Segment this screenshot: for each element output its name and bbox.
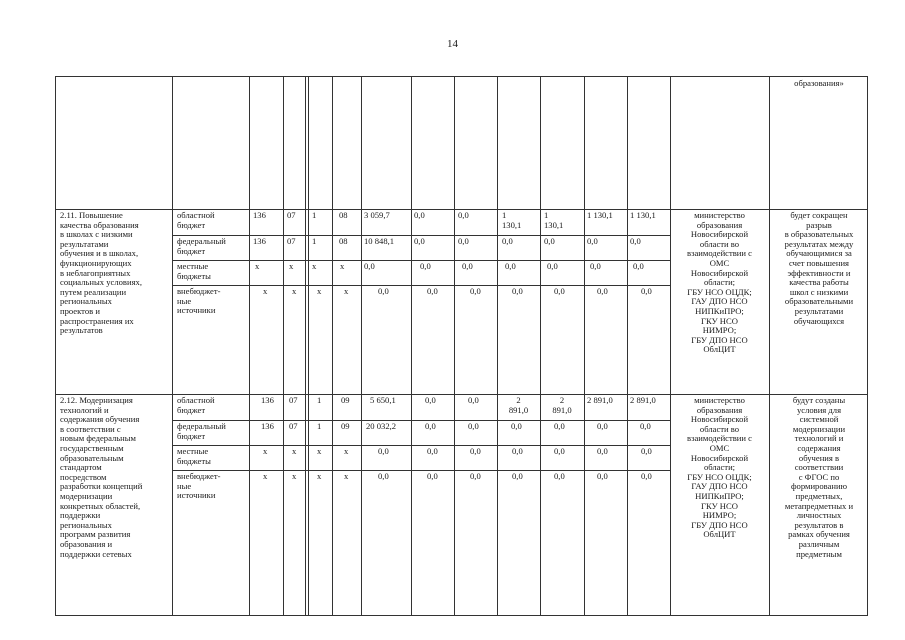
col-divider xyxy=(305,77,306,615)
code-cell: 1 xyxy=(312,236,317,246)
amount-cell: 0,0 xyxy=(640,421,651,431)
amount-cell: 20 032,2 xyxy=(366,421,397,431)
code-cell: 136 xyxy=(261,421,274,431)
code-cell: 1 xyxy=(317,421,322,431)
amount-cell: 0,0 xyxy=(378,471,389,481)
program-table xyxy=(55,76,868,616)
amount-cell: 0,0 xyxy=(554,421,565,431)
col-divider xyxy=(454,77,455,615)
amount-cell: 1 130,1 xyxy=(502,210,522,230)
amount-cell: 2 891,0 xyxy=(508,395,529,415)
amount-cell: 0,0 xyxy=(597,446,608,456)
col-divider xyxy=(540,77,541,615)
executor-cell: министерство образования Новосибирской области во взаимодействии с ОМС Новосибирской области; ГБУ НСО ОЦДК; ГАУ ДПО НСО НИПКиПРО; ГКУ НСО НИМРО; ГБУ ДПО НСО ОблЦИТ xyxy=(687,210,752,355)
amount-cell: 0,0 xyxy=(590,261,601,271)
col-divider xyxy=(308,77,309,615)
amount-cell: 2 891,0 xyxy=(552,395,572,415)
code-cell: 09 xyxy=(341,395,350,405)
amount-cell: 0,0 xyxy=(425,421,436,431)
amount-cell: 0,0 xyxy=(597,286,608,296)
code-cell: 09 xyxy=(341,421,350,431)
amount-cell: 0,0 xyxy=(512,286,523,296)
amount-cell: 0,0 xyxy=(458,236,469,246)
amount-cell: 0,0 xyxy=(641,286,652,296)
code-cell: 07 xyxy=(289,421,298,431)
amount-cell: 0,0 xyxy=(597,471,608,481)
amount-cell: 0,0 xyxy=(587,236,598,246)
amount-cell: 1 130,1 xyxy=(587,210,613,220)
amount-cell: 0,0 xyxy=(630,236,641,246)
source-cell: местные бюджеты xyxy=(177,261,211,281)
amount-cell: 0,0 xyxy=(425,395,436,405)
source-cell: местные бюджеты xyxy=(177,446,211,466)
amount-cell: 0,0 xyxy=(502,236,513,246)
amount-cell: 0,0 xyxy=(462,261,473,271)
amount-cell: 0,0 xyxy=(554,286,565,296)
code-cell: 07 xyxy=(287,210,296,220)
code-cell: 1 xyxy=(317,395,322,405)
amount-cell: 0,0 xyxy=(547,261,558,271)
code-cell: x xyxy=(312,261,317,271)
source-cell: федеральный бюджет xyxy=(177,421,226,441)
code-cell: x xyxy=(344,471,349,481)
amount-cell: 0,0 xyxy=(633,261,644,271)
amount-cell: 0,0 xyxy=(470,286,481,296)
measure-name-cell: 2.12. Модернизация технологий и содержания обучения в соответствии с новым федеральным государственным образовательным стандартом посредством разработки концепций модернизации конкретных областей, поддержки региональных программ развития образования и поддержки сетевых xyxy=(60,395,143,559)
amount-cell: 0,0 xyxy=(378,286,389,296)
col-divider xyxy=(332,77,333,615)
amount-cell: 10 848,1 xyxy=(364,236,395,246)
amount-cell: 2 891,0 xyxy=(630,395,656,405)
code-cell: x xyxy=(255,261,260,271)
code-cell: 08 xyxy=(339,210,348,220)
amount-cell: 0,0 xyxy=(554,446,565,456)
source-cell: внебюджет- ные источники xyxy=(177,471,221,501)
code-cell: x xyxy=(263,471,268,481)
code-cell: x xyxy=(292,471,297,481)
amount-cell: 5 650,1 xyxy=(370,395,396,405)
col-divider xyxy=(627,77,628,615)
code-cell: x xyxy=(317,471,322,481)
subrow-divider xyxy=(172,420,670,421)
code-cell: x xyxy=(292,446,297,456)
col-divider xyxy=(411,77,412,615)
amount-cell: 0,0 xyxy=(597,421,608,431)
expected-result-cell: будет сокращен разрыв в образовательных результатах между обучающимися за счет повышения эффективности и качества работы школ с низкими образовательными результатами обучающихся xyxy=(784,210,854,326)
code-cell: x xyxy=(317,286,322,296)
amount-cell: 0,0 xyxy=(427,471,438,481)
source-cell: внебюджет- ные источники xyxy=(177,286,221,316)
executor-cell: министерство образования Новосибирской области во взаимодействии с ОМС Новосибирской области; ГБУ НСО ОЦДК; ГАУ ДПО НСО НИПКиПРО; ГКУ НСО НИМРО; ГБУ ДПО НСО ОблЦИТ xyxy=(687,395,752,540)
amount-cell: 0,0 xyxy=(458,210,469,220)
amount-cell: 0,0 xyxy=(641,446,652,456)
code-cell: x xyxy=(263,446,268,456)
source-cell: областной бюджет xyxy=(177,210,215,230)
col-divider xyxy=(361,77,362,615)
col-divider xyxy=(283,77,284,615)
amount-cell: 1 130,1 xyxy=(544,210,564,230)
measure-name-cell: 2.11. Повышение качества образования в школах с низкими результатами обучения и в школах, функционирующих в неблагоприятных социальных условиях, путем реализации региональных проектов и распространения их результатов xyxy=(60,210,142,336)
code-cell: x xyxy=(317,446,322,456)
code-cell: x xyxy=(344,446,349,456)
amount-cell: 0,0 xyxy=(512,446,523,456)
col-divider xyxy=(172,77,173,615)
page-number: 14 xyxy=(447,38,458,50)
source-cell: федеральный бюджет xyxy=(177,236,226,256)
code-cell: 07 xyxy=(289,395,298,405)
col-divider xyxy=(497,77,498,615)
code-cell: 07 xyxy=(287,236,296,246)
subrow-divider xyxy=(172,445,670,446)
amount-cell: 0,0 xyxy=(554,471,565,481)
code-cell: 08 xyxy=(339,236,348,246)
amount-cell: 0,0 xyxy=(427,446,438,456)
amount-cell: 2 891,0 xyxy=(587,395,613,405)
amount-cell: 0,0 xyxy=(512,471,523,481)
amount-cell: 0,0 xyxy=(468,395,479,405)
code-cell: 136 xyxy=(253,236,266,246)
amount-cell: 0,0 xyxy=(378,446,389,456)
col-divider xyxy=(584,77,585,615)
amount-cell: 3 059,7 xyxy=(364,210,390,220)
amount-cell: 0,0 xyxy=(511,421,522,431)
expected-result-cell: будут созданы условия для системной модернизации технологий и содержания обучения в соответствии с ФГОС по формированию предметных, метапредметных и личностных результатов в рамках обучения различным предметным xyxy=(784,395,854,559)
amount-cell: 0,0 xyxy=(470,471,481,481)
code-cell: 1 xyxy=(312,210,317,220)
code-cell: x xyxy=(340,261,345,271)
amount-cell: 0,0 xyxy=(414,236,425,246)
amount-cell: 0,0 xyxy=(470,446,481,456)
subrow-divider xyxy=(172,470,670,471)
amount-cell: 0,0 xyxy=(544,236,555,246)
amount-cell: 0,0 xyxy=(420,261,431,271)
source-cell: областной бюджет xyxy=(177,395,215,415)
col-divider xyxy=(249,77,250,615)
amount-cell: 1 130,1 xyxy=(630,210,656,220)
amount-cell: 0,0 xyxy=(364,261,375,271)
amount-cell: 0,0 xyxy=(427,286,438,296)
amount-cell: 0,0 xyxy=(505,261,516,271)
amount-cell: 0,0 xyxy=(468,421,479,431)
subrow-divider xyxy=(172,285,670,286)
code-cell: 136 xyxy=(253,210,266,220)
amount-cell: 0,0 xyxy=(414,210,425,220)
code-cell: x xyxy=(289,261,294,271)
code-cell: x xyxy=(344,286,349,296)
code-cell: x xyxy=(292,286,297,296)
code-cell: 136 xyxy=(261,395,274,405)
result-cell: образования» xyxy=(794,78,844,88)
amount-cell: 0,0 xyxy=(641,471,652,481)
code-cell: x xyxy=(263,286,268,296)
